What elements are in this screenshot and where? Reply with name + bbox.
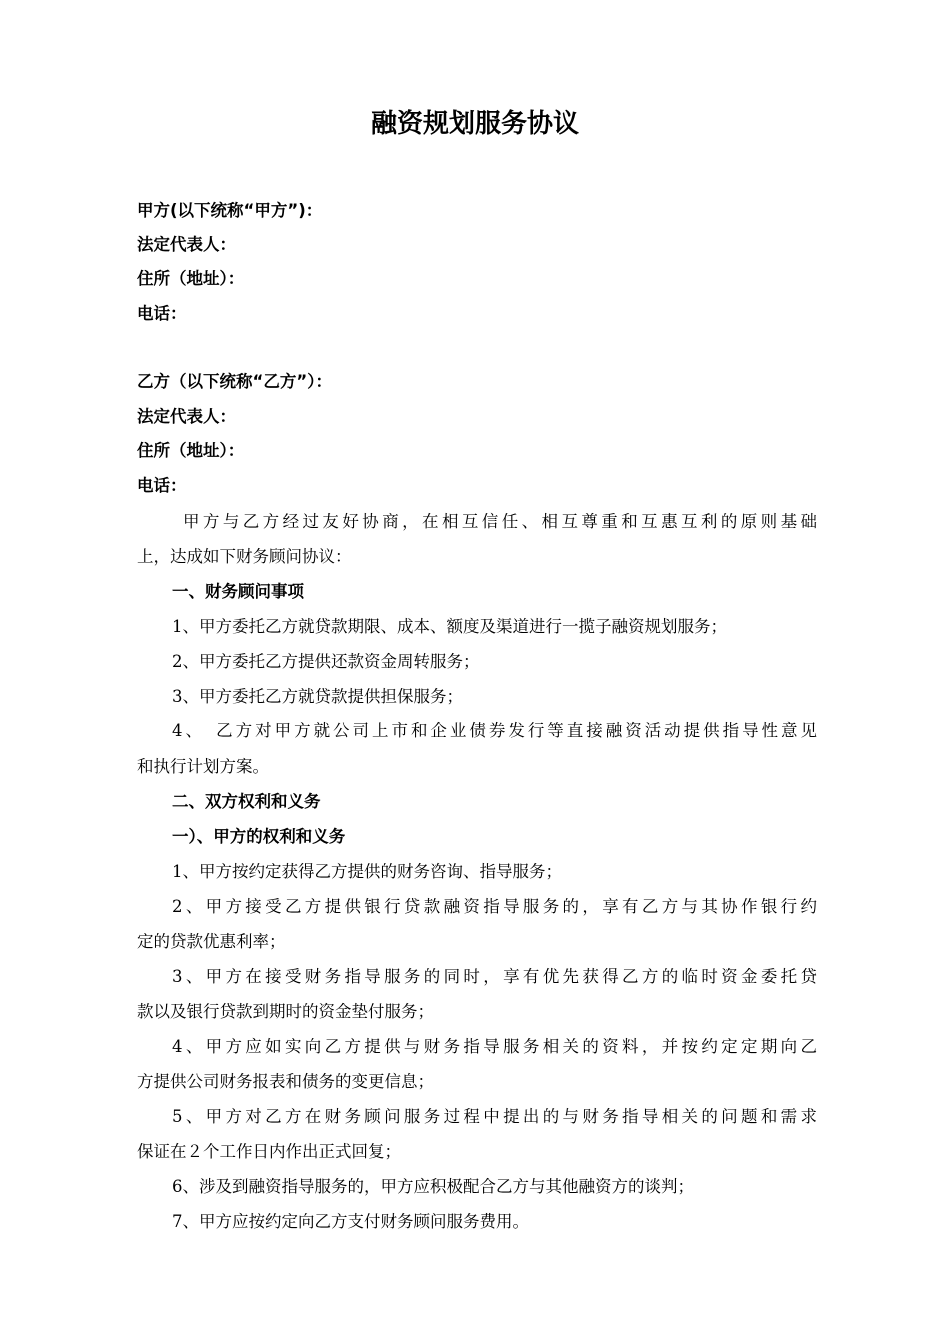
party-a-representative: 法定代表人：	[137, 235, 236, 254]
section-2-item-5-line-1: 5、甲方对乙方在财务顾问服务过程中提出的与财务指导相关的问题和需求	[172, 1107, 817, 1126]
section-2-item-1: 1、甲方按约定获得乙方提供的财务咨询、指导服务；	[172, 862, 562, 881]
party-b-name: 乙方（以下统称“乙方”）：	[137, 372, 332, 391]
preamble-line-2: 上，达成如下财务顾问协议：	[137, 547, 352, 566]
section-2-item-6: 6、涉及到融资指导服务的，甲方应积极配合乙方与其他融资方的谈判；	[172, 1177, 694, 1196]
section-2-subheading: 一）、甲方的权利和义务	[172, 827, 346, 846]
party-a-name: 甲方(以下统称“甲方”)：	[137, 201, 323, 220]
party-b-address: 住所（地址）：	[137, 441, 245, 460]
section-2-item-5-line-2: 保证在２个工作日内作出正式回复；	[137, 1142, 401, 1161]
party-a-address: 住所（地址）：	[137, 269, 245, 288]
section-2-item-3-line-1: 3、甲方在接受财务指导服务的同时，享有优先获得乙方的临时资金委托贷	[172, 967, 817, 986]
section-1-item-4-line-2: 和执行计划方案。	[137, 757, 269, 776]
party-b-representative: 法定代表人：	[137, 407, 236, 426]
section-1-item-3: 3、甲方委托乙方就贷款提供担保服务；	[172, 687, 463, 706]
document-title: 融资规划服务协议	[370, 109, 579, 139]
section-1-item-2: 2、甲方委托乙方提供还款资金周转服务；	[172, 652, 480, 671]
party-b-phone: 电话：	[137, 476, 187, 495]
section-2-item-4-line-1: 4、甲方应如实向乙方提供与财务指导服务相关的资料，并按约定定期向乙	[172, 1037, 817, 1056]
preamble-line-1: 甲方与乙方经过友好协商，在相互信任、相互尊重和互惠互利的原则基础	[183, 512, 817, 531]
party-a-phone: 电话：	[137, 304, 187, 323]
section-2-item-4-line-2: 方提供公司财务报表和债务的变更信息；	[137, 1072, 434, 1091]
section-2-item-7: 7、甲方应按约定向乙方支付财务顾问服务费用。	[172, 1212, 529, 1231]
section-1-item-4-line-1: 4、 乙方对甲方就公司上市和企业债券发行等直接融资活动提供指导性意见	[172, 721, 817, 740]
section-1-item-1: 1、甲方委托乙方就贷款期限、成本、额度及渠道进行一揽子融资规划服务；	[172, 617, 727, 636]
section-2-item-2-line-2: 定的贷款优惠利率；	[137, 932, 286, 951]
section-1-heading: 一、财务顾问事项	[172, 582, 304, 601]
section-2-heading: 二、双方权利和义务	[172, 792, 321, 811]
section-2-item-3-line-2: 款以及银行贷款到期时的资金垫付服务；	[137, 1002, 434, 1021]
section-2-item-2-line-1: 2、甲方接受乙方提供银行贷款融资指导服务的，享有乙方与其协作银行约	[172, 897, 817, 916]
